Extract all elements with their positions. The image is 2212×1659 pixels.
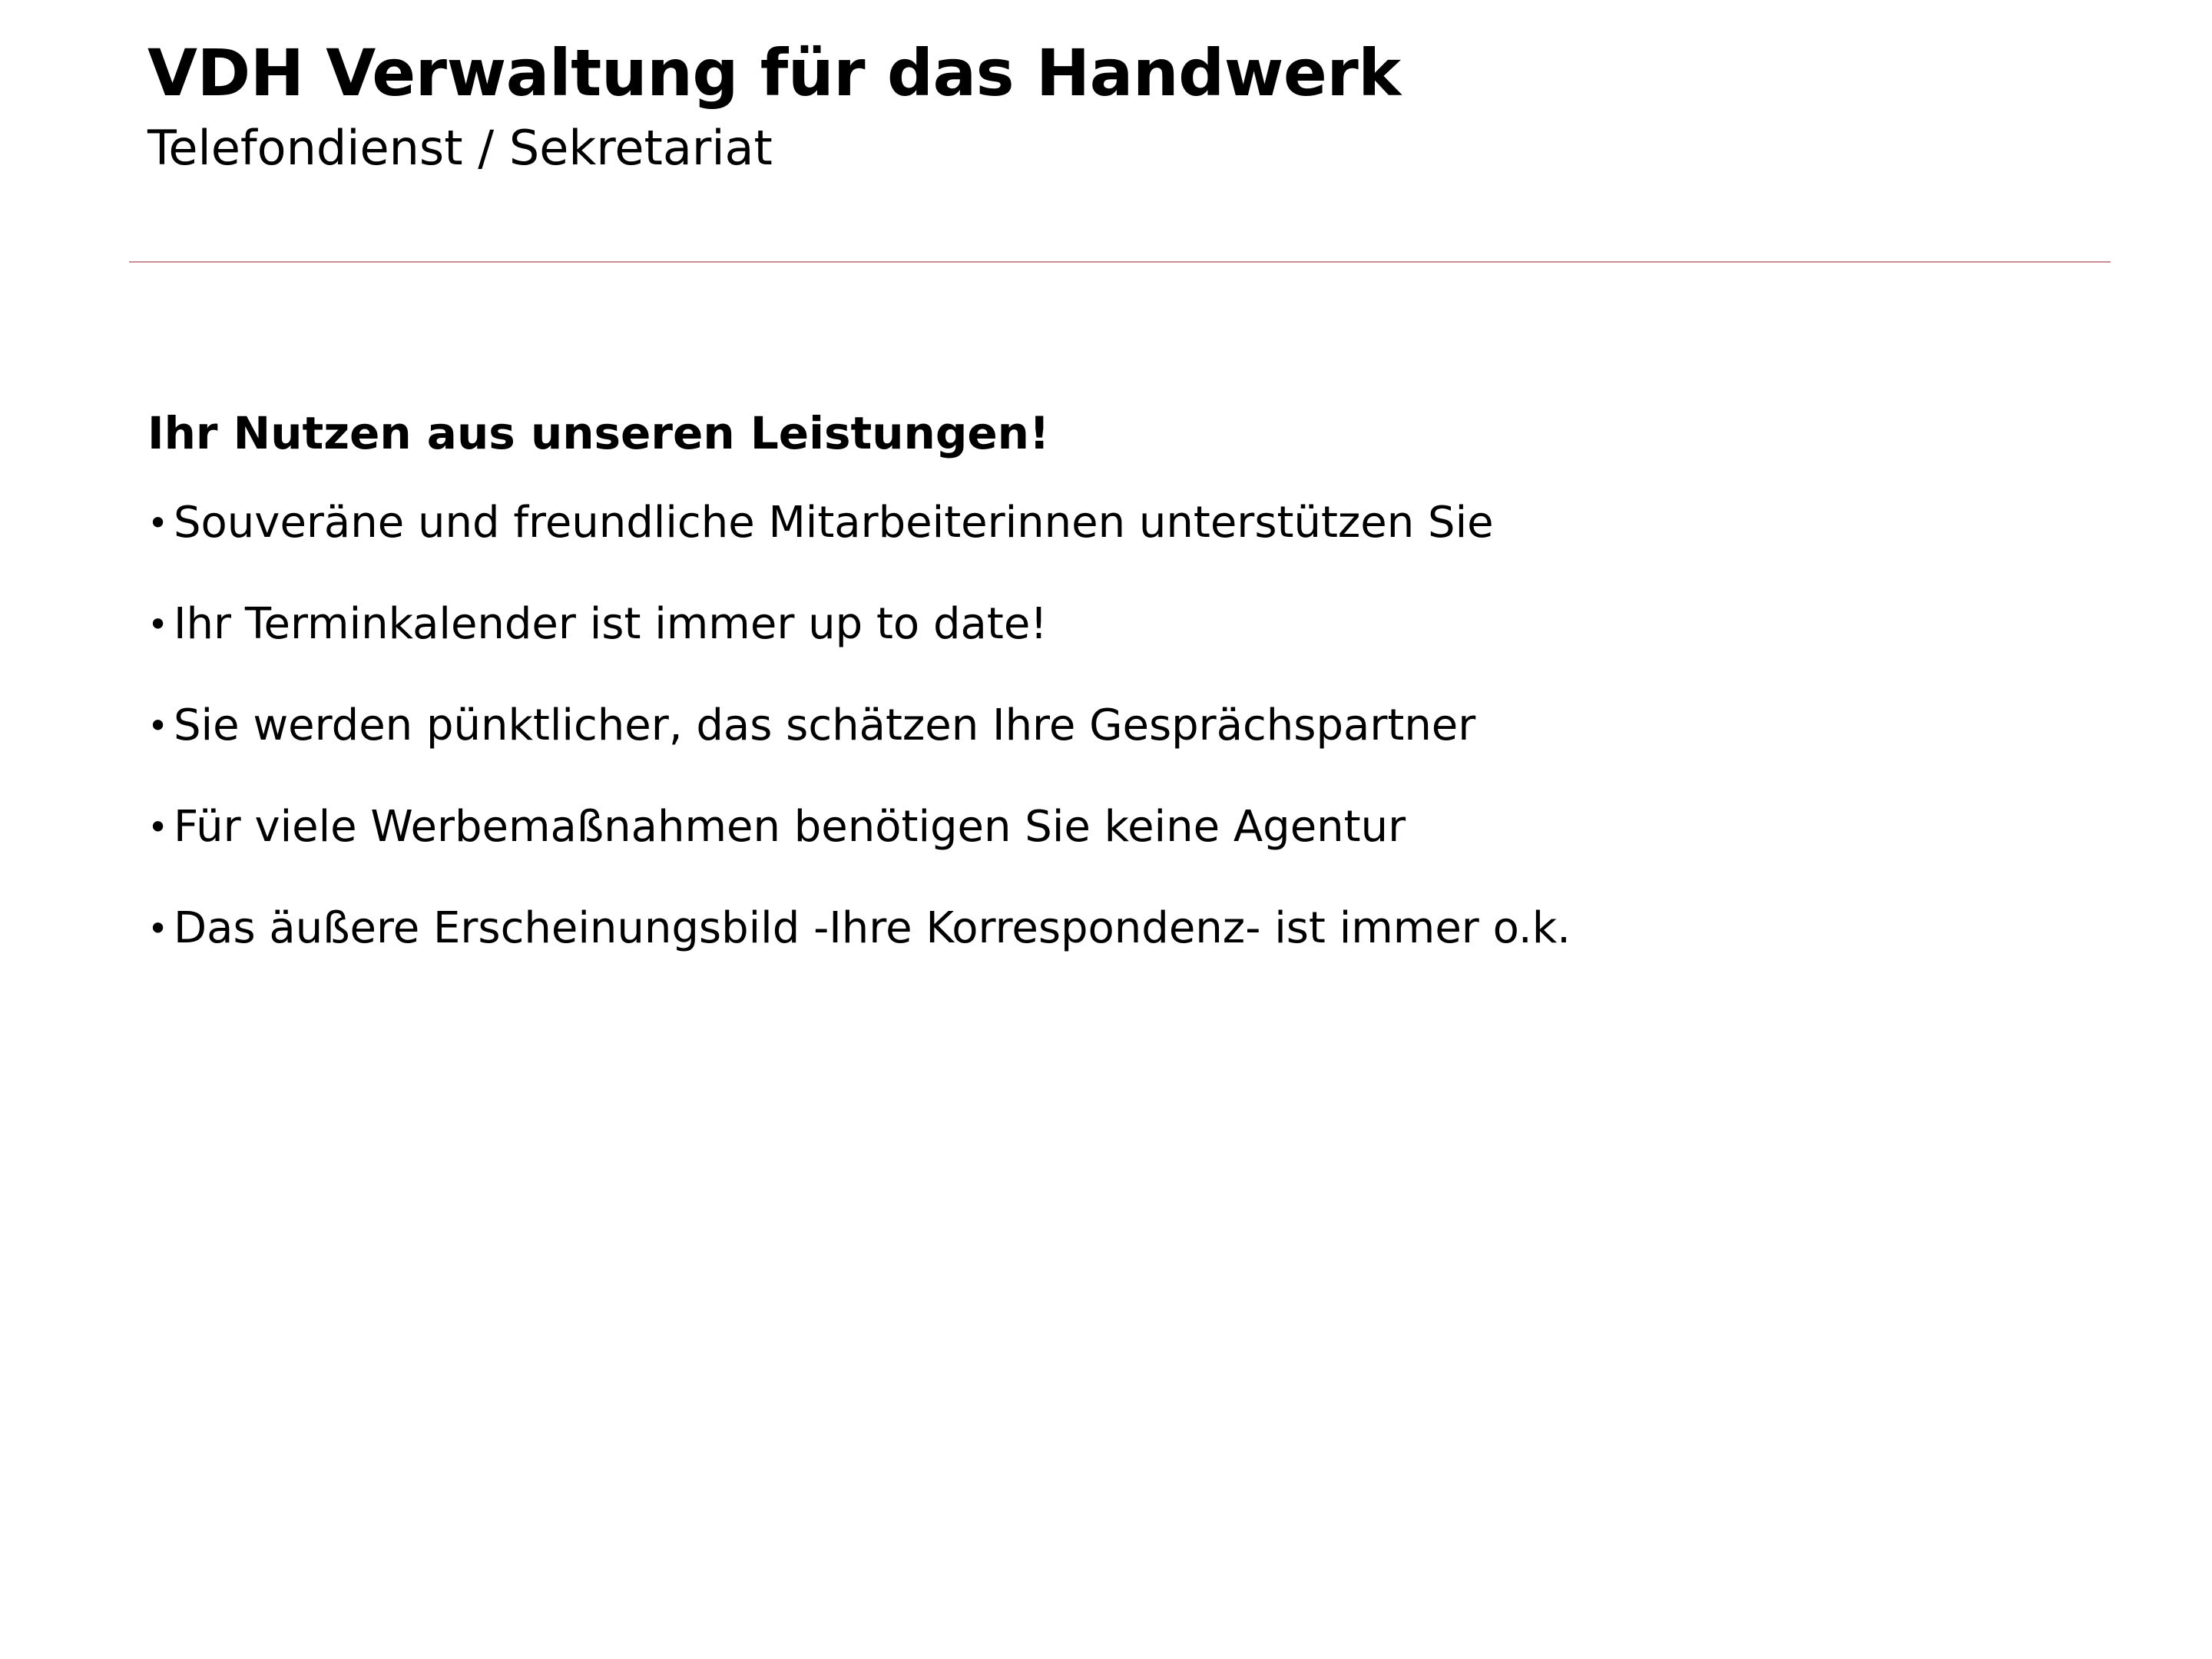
list-item-label: Das äußere Erscheinungsbild -Ihre Korrespondenz- ist immer o.k. xyxy=(174,902,1571,953)
list-item xyxy=(147,598,2114,651)
list-item xyxy=(147,496,2114,550)
page-title: VDH Verwaltung für das Handwerk xyxy=(147,35,1401,111)
bullet-icon: • xyxy=(147,704,169,747)
list-item-label: Für viele Werbemaßnahmen benötigen Sie keine Agentur xyxy=(174,801,1406,852)
header-divider xyxy=(129,261,2111,263)
bullet-icon: • xyxy=(147,806,169,848)
body-heading: Ihr Nutzen aus unseren Leistungen! xyxy=(147,407,1050,459)
list-item xyxy=(147,800,2114,854)
slide-header xyxy=(147,37,2114,177)
list-item-label: Sie werden pünktlicher, das schätzen Ihre Gesprächspartner xyxy=(174,700,1476,750)
bullet-icon: • xyxy=(147,907,169,949)
list-item-label: Ihr Terminkalender ist immer up to date! xyxy=(174,598,1048,649)
list-item xyxy=(147,902,2114,955)
benefits-list xyxy=(147,496,2114,955)
bullet-icon: • xyxy=(147,603,169,645)
bullet-icon: • xyxy=(147,502,169,544)
list-item-label: Souveräne und freundliche Mitarbeiterinnen unterstützen Sie xyxy=(174,497,1494,548)
page-subtitle: Telefondienst / Sekretariat xyxy=(147,120,773,177)
slide-body xyxy=(147,407,2114,1003)
list-item xyxy=(147,699,2114,753)
